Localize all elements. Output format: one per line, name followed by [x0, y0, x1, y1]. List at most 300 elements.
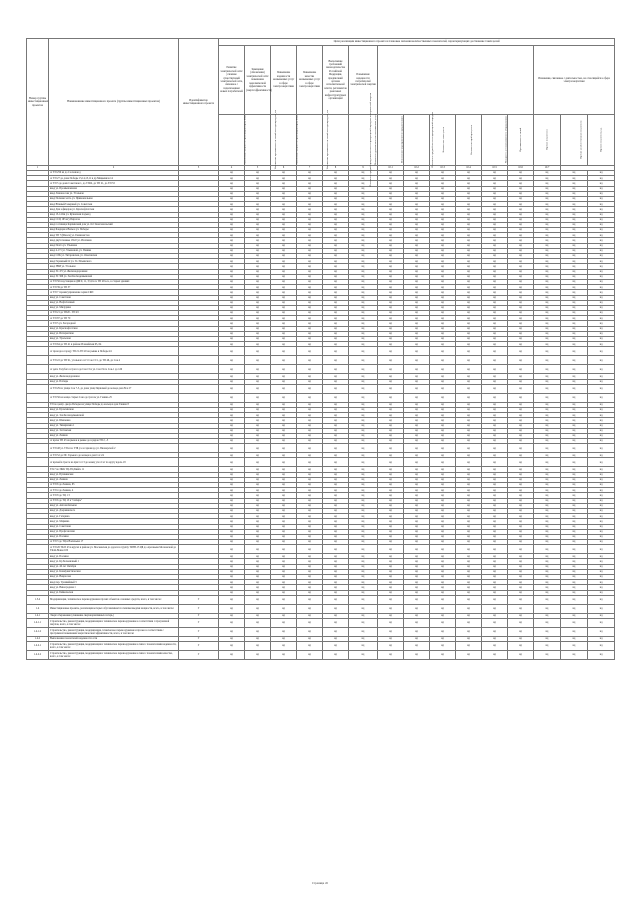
row-value-cell: нд [378, 477, 404, 482]
row-value-cell: нд [297, 498, 323, 503]
row-value-cell: нд [323, 651, 349, 660]
row-value-cell: нд [430, 171, 456, 176]
row-value-cell: нд [456, 212, 482, 217]
row-value-cell: нд [588, 545, 615, 554]
row-value-cell: нд [297, 575, 323, 580]
row-value-cell: нд [297, 212, 323, 217]
row-value-cell: нд [456, 202, 482, 207]
row-value-cell: нд [430, 627, 456, 636]
row-value-cell: нд [245, 458, 271, 467]
row-value-cell: нд [561, 181, 588, 186]
row-value-cell: нд [456, 483, 482, 488]
row-value-cell: нд [404, 585, 430, 590]
row-value-cell: нд [588, 529, 615, 534]
row-value-cell: нд [245, 439, 271, 444]
row-project-name: ввод Дом офицеров ул. Краснофлотская [49, 207, 179, 212]
row-value-cell: нд [219, 254, 245, 259]
row-value-cell: нд [430, 407, 456, 412]
row-value-cell: нд [323, 342, 349, 347]
row-value-cell: нд [430, 508, 456, 513]
row-value-cell: нд [349, 545, 378, 554]
row-value-cell: нд [534, 524, 561, 529]
row-value-cell: нд [404, 259, 430, 264]
row-value-cell: нд [219, 207, 245, 212]
row-value-cell: нд [534, 529, 561, 534]
row-value-cell: нд [323, 590, 349, 595]
row-value-cell: нд [271, 569, 297, 574]
row-value-cell: нд [378, 300, 404, 305]
row-value-cell: нд [534, 433, 561, 438]
row-value-cell: нд [323, 202, 349, 207]
row-project-name: от ТП 8 до ТЦ 1 3 [49, 493, 179, 498]
row-value-cell: нд [297, 407, 323, 412]
row-value-cell: нд [271, 503, 297, 508]
row-value-cell: нд [430, 428, 456, 433]
row-value-cell: нд [456, 472, 482, 477]
row-value-cell: нд [349, 604, 378, 613]
row-value-cell: нд [430, 529, 456, 534]
row-value-cell: нд [245, 228, 271, 233]
row-value-cell: нд [404, 379, 430, 384]
row-value-cell: нд [404, 439, 430, 444]
row-value-cell: нд [297, 554, 323, 559]
row-value-cell: нд [588, 585, 615, 590]
header-subcolumn-label: Показатель средней продолжительности прекращений передачи электрической энергии [369, 93, 373, 187]
row-value-cell: нд [245, 259, 271, 264]
row-value-cell: нд [349, 483, 378, 488]
row-value-cell: нд [534, 472, 561, 477]
row-project-name: от ТП 26 ТК П 43 в кругах в районе ул. Московская до дороги в группу ТРЛВ-13 ЦБ до Арсеньева Московской до ТК44-Новая 100 [49, 545, 179, 554]
row-value-cell: нд [430, 259, 456, 264]
row-value-cell: нд [588, 627, 615, 636]
row-project-name: ввод ул. Заставская [49, 428, 179, 433]
row-value-cell: нд [378, 384, 404, 393]
row-value-cell: нд [456, 407, 482, 412]
row-value-cell: нд [588, 316, 615, 321]
row-number: 1.4.2.1 [27, 642, 49, 651]
row-value-cell: нд [297, 458, 323, 467]
row-value-cell: нд [534, 618, 561, 627]
row-value-cell: нд [271, 365, 297, 374]
row-value-cell: нд [349, 636, 378, 641]
row-value-cell: нд [430, 613, 456, 618]
row-value-cell: нд [297, 202, 323, 207]
row-value-cell: нд [219, 186, 245, 191]
row-value-cell: нд [404, 176, 430, 181]
row-value-cell: нд [378, 529, 404, 534]
row-value-cell: нд [323, 433, 349, 438]
row-value-cell: нд [508, 613, 534, 618]
table-row [27, 642, 615, 651]
row-value-cell: нд [349, 498, 378, 503]
row-value-cell: нд [245, 407, 271, 412]
row-value-cell: нд [508, 365, 534, 374]
row-value-cell: нд [561, 316, 588, 321]
row-value-cell: нд [323, 418, 349, 423]
row-value-cell: нд [534, 413, 561, 418]
row-value-cell: нд [588, 444, 615, 453]
row-project-name: от ТП 52 до ПС Горького до кольца в дом Сот 24 [49, 453, 179, 458]
row-value-cell: нд [482, 508, 508, 513]
row-value-cell: нд [219, 564, 245, 569]
row-value-cell: нд [534, 477, 561, 482]
row-value-cell: нд [404, 477, 430, 482]
row-value-cell: нд [378, 342, 404, 347]
row-value-cell: нд [482, 384, 508, 393]
row-value-cell: нд [404, 264, 430, 269]
row-value-cell: нд [588, 356, 615, 365]
row-value-cell: нд [508, 269, 534, 274]
row-value-cell: нд [271, 595, 297, 604]
row-value-cell: нд [508, 585, 534, 590]
row-value-cell: нд [588, 590, 615, 595]
row-value-cell: нд [588, 217, 615, 222]
row-value-cell: нд [245, 618, 271, 627]
row-value-cell: нд [245, 428, 271, 433]
row-project-name: ввод ул. Дзержинского [49, 508, 179, 513]
row-value-cell: нд [297, 274, 323, 279]
row-value-cell: нд [456, 540, 482, 545]
row-value-cell: нд [534, 627, 561, 636]
row-value-cell: нд [323, 300, 349, 305]
row-value-cell: нд [456, 191, 482, 196]
row-value-cell: нд [508, 514, 534, 519]
row-value-cell: нд [297, 433, 323, 438]
row-value-cell: нд [297, 279, 323, 284]
row-value-cell: нд [588, 514, 615, 519]
row-value-cell: нд [561, 613, 588, 618]
row-value-cell: нд [508, 590, 534, 595]
row-value-cell: нд [271, 413, 297, 418]
row-value-cell: нд [508, 233, 534, 238]
row-value-cell: нд [456, 379, 482, 384]
row-value-cell: нд [482, 540, 508, 545]
row-value-cell: нд [430, 618, 456, 627]
row-value-cell: нд [323, 559, 349, 564]
row-value-cell: нд [430, 564, 456, 569]
row-value-cell: нд [271, 186, 297, 191]
row-value-cell: нд [456, 264, 482, 269]
row-value-cell: нд [404, 540, 430, 545]
row-value-cell: нд [561, 379, 588, 384]
row-value-cell: нд [349, 181, 378, 186]
row-value-cell: нд [430, 326, 456, 331]
row-value-cell: нд [297, 642, 323, 651]
row-value-cell: нд [323, 212, 349, 217]
table-body [27, 171, 615, 660]
row-value-cell: нд [588, 618, 615, 627]
row-project-name: от ТП 29 по улице Сок 7-5, до дома улиц Первомай до кольца дом 29 и 27 [49, 384, 179, 393]
row-value-cell: нд [271, 514, 297, 519]
row-value-cell: нд [349, 365, 378, 374]
row-value-cell: нд [297, 585, 323, 590]
row-value-cell: нд [219, 347, 245, 356]
row-value-cell: нд [534, 503, 561, 508]
row-value-cell: нд [245, 595, 271, 604]
row-value-cell: нд [561, 176, 588, 181]
row-value-cell: нд [482, 423, 508, 428]
row-value-cell: нд [271, 326, 297, 331]
row-value-cell: нд [349, 342, 378, 347]
row-value-cell: нд [245, 444, 271, 453]
row-value-cell: нд [508, 467, 534, 472]
row-value-cell: нд [271, 356, 297, 365]
row-value-cell: нд [219, 590, 245, 595]
row-value-cell: нд [323, 290, 349, 295]
row-value-cell: нд [404, 326, 430, 331]
row-value-cell: нд [482, 418, 508, 423]
row-value-cell: нд [430, 243, 456, 248]
row-value-cell: нд [561, 285, 588, 290]
row-value-cell: нд [271, 483, 297, 488]
row-value-cell: нд [404, 483, 430, 488]
row-value-cell: нд [349, 191, 378, 196]
row-project-name: Модернизация, техническое перевооружение прочих объектов основных средств, всего, в том числе: [49, 595, 179, 604]
row-value-cell: нд [508, 413, 534, 418]
row-value-cell: нд [404, 467, 430, 472]
row-value-cell: нд [588, 477, 615, 482]
row-value-cell: нд [561, 439, 588, 444]
row-number: 1.4.2.2 [27, 651, 49, 660]
row-value-cell: нд [349, 279, 378, 284]
row-value-cell: нд [404, 545, 430, 554]
row-value-cell: нд [561, 238, 588, 243]
row-project-name: ввод Гаражный/12 ул. Гл. Ильинского [49, 259, 179, 264]
row-value-cell: нд [378, 503, 404, 508]
row-value-cell: нд [271, 585, 297, 590]
row-value-cell: нд [508, 545, 534, 554]
row-value-cell: нд [482, 590, 508, 595]
row-value-cell: нд [271, 331, 297, 336]
row-value-cell: нд [349, 238, 378, 243]
row-value-cell: нд [534, 222, 561, 227]
row-value-cell: нд [271, 524, 297, 529]
row-value-cell: нд [378, 554, 404, 559]
row-value-cell: нд [482, 196, 508, 201]
row-value-cell: нд [456, 269, 482, 274]
row-value-cell: нд [561, 590, 588, 595]
row-project-name: ввод ул. Победы [49, 379, 179, 384]
row-value-cell: нд [482, 274, 508, 279]
row-value-cell: нд [323, 259, 349, 264]
row-value-cell: нд [245, 604, 271, 613]
row-value-cell: нд [245, 433, 271, 438]
row-value-cell: нд [430, 636, 456, 641]
row-value-cell: нд [508, 580, 534, 585]
row-value-cell: нд [482, 186, 508, 191]
row-value-cell: нд [482, 569, 508, 574]
row-value-cell: нд [508, 279, 534, 284]
row-value-cell: нд [323, 580, 349, 585]
row-value-cell: нд [508, 554, 534, 559]
row-value-cell: нд [271, 393, 297, 402]
row-value-cell: нд [349, 413, 378, 418]
row-value-cell: нд [271, 439, 297, 444]
column-number: 1 [27, 166, 49, 171]
row-value-cell: нд [349, 295, 378, 300]
row-value-cell: нд [482, 651, 508, 660]
row-value-cell: нд [482, 580, 508, 585]
row-value-cell: нд [245, 254, 271, 259]
header-subcolumn-label: Протяженность линий [519, 128, 523, 152]
row-value-cell: нд [271, 196, 297, 201]
row-value-cell: нд [404, 503, 430, 508]
row-value-cell: нд [349, 212, 378, 217]
row-value-cell: нд [534, 326, 561, 331]
row-project-id: Г [179, 642, 219, 651]
row-value-cell: нд [323, 186, 349, 191]
row-value-cell: нд [271, 444, 297, 453]
row-value-cell: нд [404, 171, 430, 176]
row-project-name: ввод Ломоносова ул. Угольная [49, 191, 179, 196]
header-subcolumn-label: Прочие показатели, ед. [599, 127, 603, 153]
row-value-cell: нд [456, 595, 482, 604]
table-row [27, 356, 615, 365]
row-value-cell: нд [378, 238, 404, 243]
row-value-cell: нд [561, 559, 588, 564]
row-value-cell: нд [508, 196, 534, 201]
row-value-cell: нд [271, 604, 297, 613]
row-value-cell: нд [378, 453, 404, 458]
row-value-cell: нд [297, 604, 323, 613]
row-value-cell: нд [323, 428, 349, 433]
row-value-cell: нд [508, 384, 534, 393]
row-value-cell: нд [534, 212, 561, 217]
row-value-cell: нд [588, 488, 615, 493]
row-value-cell: нд [588, 519, 615, 524]
row-value-cell: нд [404, 514, 430, 519]
row-value-cell: нд [430, 590, 456, 595]
row-value-cell: нд [297, 595, 323, 604]
row-value-cell: нд [534, 559, 561, 564]
row-value-cell: нд [430, 524, 456, 529]
row-value-cell: нд [323, 393, 349, 402]
row-value-cell: нд [508, 444, 534, 453]
row-value-cell: нд [219, 519, 245, 524]
row-value-cell: нд [482, 285, 508, 290]
table-row [27, 651, 615, 660]
row-value-cell: нд [378, 233, 404, 238]
row-value-cell: нд [534, 580, 561, 585]
row-value-cell: нд [588, 559, 615, 564]
row-value-cell: нд [482, 331, 508, 336]
row-value-cell: нд [219, 274, 245, 279]
row-value-cell: нд [245, 171, 271, 176]
row-value-cell: нд [323, 564, 349, 569]
row-value-cell: нд [349, 233, 378, 238]
row-value-cell: нд [482, 300, 508, 305]
row-value-cell: нд [323, 264, 349, 269]
row-value-cell: нд [508, 595, 534, 604]
row-value-cell: нд [297, 186, 323, 191]
row-value-cell: нд [219, 540, 245, 545]
row-value-cell: нд [297, 305, 323, 310]
row-value-cell: нд [482, 433, 508, 438]
row-value-cell: нд [219, 503, 245, 508]
row-value-cell: нд [482, 295, 508, 300]
row-project-name: от ТП 3 до ТЦ и Васильева 17 [49, 540, 179, 545]
row-project-id: Г [179, 604, 219, 613]
row-value-cell: нд [349, 477, 378, 482]
row-value-cell: нд [378, 337, 404, 342]
row-value-cell: нд [219, 554, 245, 559]
row-value-cell: нд [456, 196, 482, 201]
row-value-cell: нд [456, 642, 482, 651]
header-number: Номер группы инвестиционных проектов [27, 39, 49, 166]
row-value-cell: нд [430, 264, 456, 269]
row-value-cell: нд [508, 418, 534, 423]
row-value-cell: нд [271, 290, 297, 295]
row-value-cell: нд [588, 534, 615, 539]
row-value-cell: нд [456, 493, 482, 498]
row-value-cell: нд [271, 243, 297, 248]
row-value-cell: нд [508, 503, 534, 508]
row-value-cell: нд [219, 604, 245, 613]
header-subcolumn-label: Количество приборов учета [470, 125, 474, 155]
row-value-cell: нд [534, 604, 561, 613]
row-value-cell: нд [534, 374, 561, 379]
row-value-cell: нд [430, 342, 456, 347]
row-value-cell: нд [323, 636, 349, 641]
header-subcolumn [349, 115, 378, 166]
row-value-cell: нд [378, 305, 404, 310]
row-value-cell: нд [219, 331, 245, 336]
row-value-cell: нд [534, 423, 561, 428]
row-value-cell: нд [245, 559, 271, 564]
row-value-cell: нд [508, 321, 534, 326]
row-value-cell: нд [534, 384, 561, 393]
row-value-cell: нд [482, 585, 508, 590]
row-value-cell: нд [219, 407, 245, 412]
row-value-cell: нд [297, 483, 323, 488]
row-value-cell: нд [456, 342, 482, 347]
row-value-cell: нд [219, 514, 245, 519]
row-value-cell: нд [271, 248, 297, 253]
row-value-cell: нд [323, 326, 349, 331]
row-value-cell: нд [430, 228, 456, 233]
row-value-cell: нд [349, 418, 378, 423]
row-value-cell: нд [430, 269, 456, 274]
row-value-cell: нд [534, 233, 561, 238]
row-value-cell: нд [508, 477, 534, 482]
row-value-cell: нд [404, 321, 430, 326]
row-project-name: ввод Полевая часть ул. Привокзальная [49, 196, 179, 201]
row-value-cell: нд [245, 627, 271, 636]
row-value-cell: нд [561, 222, 588, 227]
row-value-cell: нд [534, 248, 561, 253]
table-row [27, 458, 615, 467]
row-value-cell: нд [588, 300, 615, 305]
row-value-cell: нд [245, 295, 271, 300]
row-value-cell: нд [482, 342, 508, 347]
row-value-cell: нд [297, 269, 323, 274]
row-value-cell: нд [561, 326, 588, 331]
header-subcolumn [534, 115, 561, 166]
row-value-cell: нд [508, 243, 534, 248]
row-value-cell: нд [588, 285, 615, 290]
row-value-cell: нд [534, 316, 561, 321]
row-value-cell: нд [378, 207, 404, 212]
row-value-cell: нд [482, 181, 508, 186]
row-value-cell: нд [482, 498, 508, 503]
row-value-cell: нд [456, 233, 482, 238]
row-value-cell: нд [534, 279, 561, 284]
row-value-cell: нд [430, 279, 456, 284]
table-row [27, 347, 615, 356]
row-value-cell: нд [456, 545, 482, 554]
row-value-cell: нд [404, 651, 430, 660]
row-value-cell: нд [534, 274, 561, 279]
